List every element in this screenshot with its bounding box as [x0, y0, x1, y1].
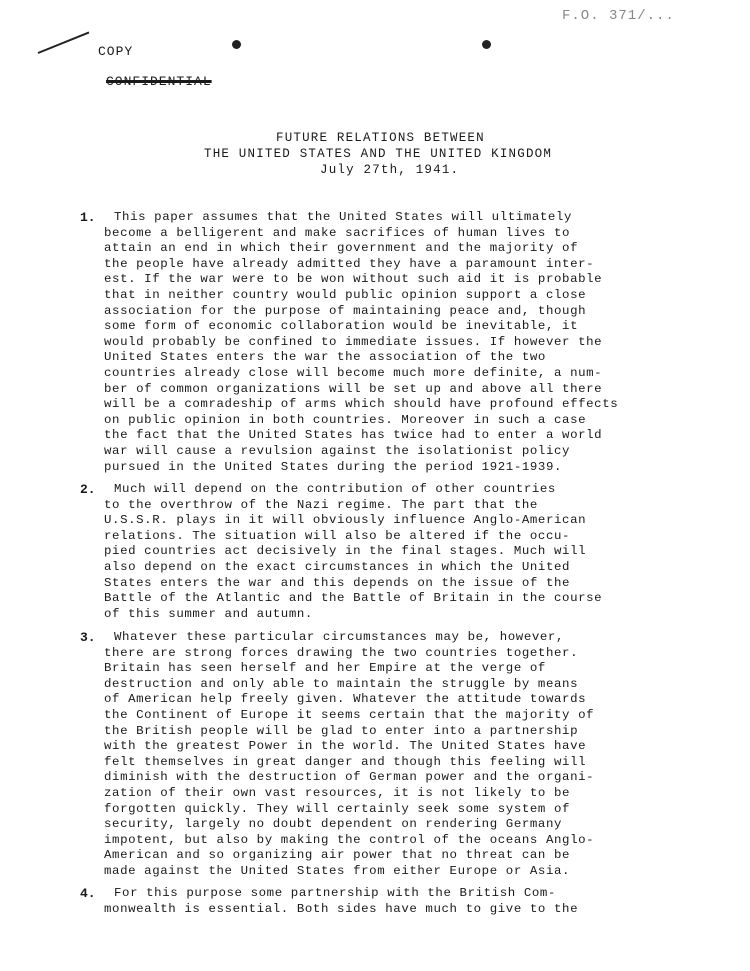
- paragraph-line: association for the purpose of maintaining peace and, though: [104, 303, 587, 318]
- paragraph-line: Battle of the Atlantic and the Battle of Britain in the course: [104, 591, 603, 606]
- paragraph-line: would probably be confined to immediate issues. If however the: [104, 334, 603, 349]
- paragraph-line: also depend on the exact circumstances in which the United: [104, 560, 571, 574]
- paragraph-line: the Continent of Europe it seems certain that the majority of: [104, 708, 595, 722]
- paragraph-line: diminish with the destruction of German power and the organi-: [104, 770, 595, 785]
- paragraph-line: the people have already admitted they have a paramount inter-: [104, 256, 595, 271]
- title-line-1: FUTURE RELATIONS BETWEEN: [276, 131, 485, 145]
- classification-struck: CONFIDENTIAL: [106, 74, 212, 89]
- paragraph-number: 2.: [80, 482, 96, 497]
- paragraph-line: impotent, but also by making the control of the oceans Anglo-: [104, 832, 595, 847]
- paragraph-line: the British people will be glad to enter into a partnership: [104, 723, 579, 738]
- paragraph-line: pied countries act decisively in the final stages. Much will: [104, 544, 587, 559]
- paragraph-line: security, largely no doubt dependent on rendering Germany: [104, 817, 563, 832]
- ink-blot: [232, 40, 241, 49]
- paragraph-line: of this summer and autumn.: [104, 606, 313, 621]
- paragraph-line: there are strong forces drawing the two countries together.: [104, 645, 579, 660]
- paragraph-line: felt themselves in great danger and though this feeling will: [104, 754, 587, 769]
- paragraph-line: U.S.S.R. plays in it will obviously influence Anglo-American: [104, 513, 587, 528]
- paragraph-line: est. If the war were to be won without such aid it is probable: [104, 272, 603, 287]
- paragraph-line: United States enters the war the association of the two: [104, 350, 546, 365]
- paragraph-line: For this purpose some partnership with the British Com-: [114, 886, 556, 900]
- paragraph-number: 1.: [80, 210, 96, 225]
- title-line-2: THE UNITED STATES AND THE UNITED KINGDOM: [204, 147, 553, 161]
- paragraph-line: war will cause a revulsion against the isolationist policy: [104, 444, 571, 458]
- paragraph-line: some form of economic collaboration would be inevitable, it: [104, 319, 579, 334]
- paragraph-line: will be a comradeship of arms which should have profound effects: [104, 397, 619, 412]
- pen-stroke-mark: [38, 31, 90, 53]
- paragraph-line: American and so organizing air power that no threat can be: [104, 848, 571, 863]
- paragraph-line: relations. The situation will also be altered if the occu-: [104, 528, 571, 543]
- paragraph-line: zation of their own vast resources, it is not likely to be: [104, 786, 571, 800]
- paragraph-line: Britain has seen herself and her Empire at the verge of: [104, 661, 546, 676]
- paragraph-number: 3.: [80, 630, 96, 645]
- paragraph-line: of American help freely given. Whatever the attitude towards: [104, 692, 587, 707]
- paragraph-number: 4.: [80, 886, 96, 901]
- paragraph-line: on public opinion in both countries. Moreover in such a case: [104, 412, 587, 427]
- paragraph-line: that in neither country would public opinion support a close: [104, 288, 587, 302]
- paragraph-line: destruction and only able to maintain the struggle by means: [104, 676, 579, 691]
- paragraph-line: ber of common organizations will be set up and above all there: [104, 381, 603, 396]
- paragraph-line: This paper assumes that the United States will ultimately: [114, 210, 573, 224]
- paragraph-line: become a belligerent and make sacrifices of human lives to: [104, 225, 571, 240]
- paragraph-line: with the greatest Power in the world. The United States have: [104, 739, 587, 754]
- ink-blot: [482, 40, 491, 49]
- paragraph-line: countries already close will become much more definite, a num-: [104, 366, 603, 380]
- document-date: July 27th, 1941.: [320, 163, 460, 177]
- paragraph-line: Much will depend on the contribution of other countries: [114, 482, 556, 496]
- archive-stamp: F.O. 371/...: [562, 8, 675, 24]
- paragraph-line: made against the United States from either Europe or Asia.: [104, 864, 571, 878]
- paragraph-line: States enters the war and this depends on the issue of the: [104, 575, 571, 590]
- paragraph-line: pursued in the United States during the period 1921-1939.: [104, 459, 563, 474]
- paragraph-line: Whatever these particular circumstances may be, however,: [114, 630, 564, 644]
- paragraph-line: forgotten quickly. They will certainly seek some system of: [104, 801, 571, 816]
- paragraph-line: the fact that the United States has twice had to enter a world: [104, 428, 603, 443]
- paragraph-line: to the overthrow of the Nazi regime. The part that the: [104, 497, 538, 512]
- copy-label: COPY: [98, 44, 134, 59]
- paragraph-line: attain an end in which their government and the majority of: [104, 241, 579, 256]
- paragraph-line: monwealth is essential. Both sides have much to give to the: [104, 901, 579, 916]
